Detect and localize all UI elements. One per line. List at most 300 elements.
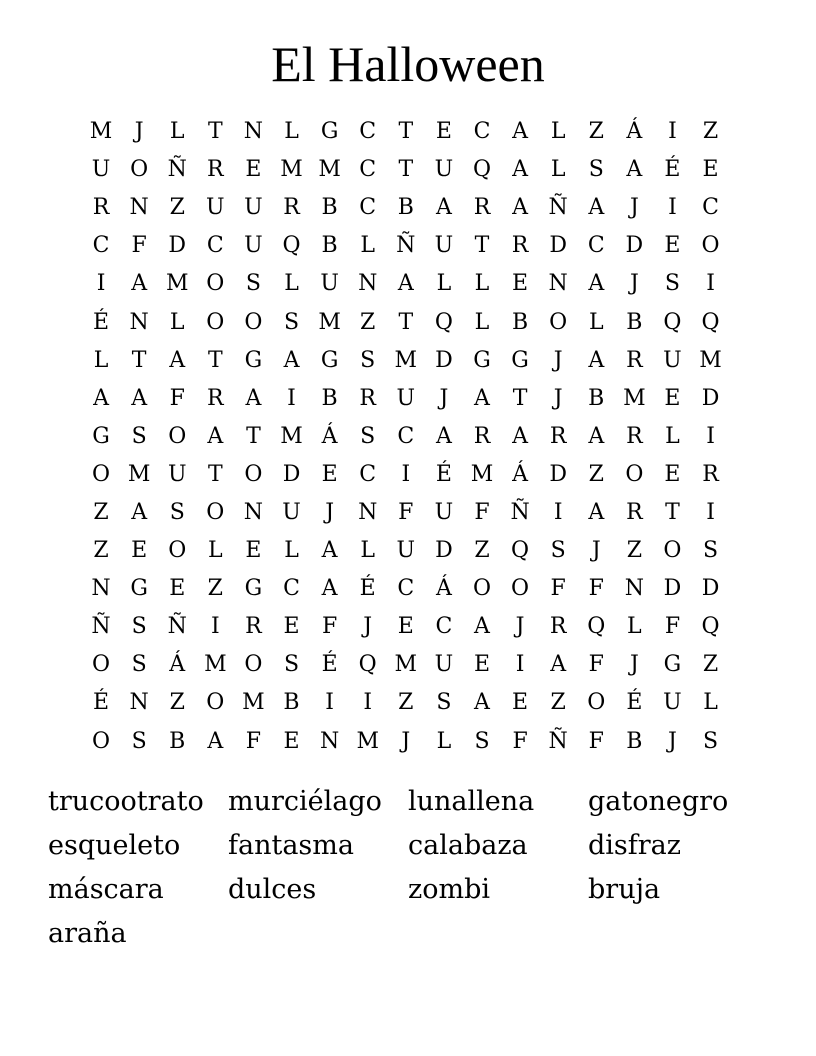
- grid-letter: R: [473, 423, 491, 449]
- grid-letter: L: [93, 347, 109, 373]
- grid-letter: U: [244, 233, 263, 259]
- grid-letter: S: [131, 423, 147, 449]
- grid-letter: T: [207, 347, 223, 373]
- word-list-item: esqueleto: [48, 830, 181, 861]
- grid-letter: J: [591, 538, 601, 564]
- grid-letter: A: [588, 347, 605, 373]
- grid-letter: J: [629, 195, 639, 221]
- grid-letter: Ñ: [396, 233, 416, 259]
- grid-letter: A: [550, 652, 567, 678]
- grid-letter: I: [210, 614, 220, 640]
- grid-letter: E: [664, 461, 681, 487]
- grid-letter: T: [207, 461, 223, 487]
- grid-letter: G: [511, 347, 529, 373]
- grid-letter: I: [515, 652, 525, 678]
- grid-letter: Z: [702, 652, 719, 678]
- grid-letter: E: [512, 690, 529, 716]
- word-list-item: gatonegro: [588, 786, 729, 817]
- grid-letter: Á: [169, 652, 186, 678]
- grid-letter: Q: [472, 157, 491, 183]
- grid-letter: É: [435, 461, 452, 487]
- grid-letter: S: [703, 538, 719, 564]
- grid-letter: B: [321, 385, 338, 411]
- grid-letter: U: [91, 157, 111, 183]
- grid-letter: C: [359, 119, 377, 145]
- grid-letter: R: [92, 195, 110, 221]
- grid-letter: A: [588, 499, 605, 525]
- grid-letter: M: [318, 157, 341, 183]
- grid-letter: I: [668, 195, 677, 221]
- word-list-item: lunallena: [408, 786, 535, 817]
- grid-letter: Z: [360, 309, 376, 335]
- grid-letter: O: [244, 309, 263, 335]
- grid-letter: O: [130, 157, 149, 183]
- grid-letter: O: [168, 423, 187, 449]
- grid-letter: L: [169, 309, 185, 335]
- grid-letter: A: [321, 576, 338, 602]
- grid-letter: C: [473, 119, 491, 145]
- grid-letter: F: [321, 614, 338, 640]
- grid-letter: A: [588, 271, 605, 297]
- grid-letter: J: [553, 347, 563, 373]
- grid-letter: S: [588, 157, 604, 183]
- grid-letter: E: [664, 385, 681, 411]
- grid-letter: É: [93, 690, 110, 716]
- grid-letter: L: [588, 309, 604, 335]
- grid-letter: R: [207, 385, 224, 411]
- grid-letter: U: [396, 538, 416, 564]
- grid-letter: R: [511, 233, 529, 259]
- grid-letter: F: [474, 499, 490, 525]
- grid-letter: A: [207, 728, 224, 754]
- grid-letter: L: [360, 538, 375, 564]
- grid-letter: C: [359, 157, 377, 183]
- grid-letter: O: [206, 499, 225, 525]
- grid-letter: O: [472, 576, 491, 602]
- grid-letter: O: [92, 652, 111, 678]
- grid-letter: Q: [587, 614, 606, 640]
- word-list: [48, 783, 768, 959]
- grid-letter: M: [280, 157, 303, 183]
- grid-letter: U: [320, 271, 339, 297]
- grid-letter: A: [512, 423, 529, 449]
- grid-letter: J: [439, 385, 449, 411]
- grid-letter: A: [245, 385, 262, 411]
- grid-letter: B: [626, 728, 643, 754]
- grid-letter: A: [474, 690, 490, 716]
- grid-letter: O: [206, 309, 225, 335]
- grid-letter: C: [206, 233, 224, 259]
- grid-letter: L: [284, 538, 299, 564]
- grid-letter: O: [244, 652, 263, 678]
- word-list-item: dulces: [228, 874, 317, 905]
- grid-letter: S: [436, 690, 452, 716]
- grid-letter: L: [474, 271, 490, 297]
- grid-letter: E: [435, 119, 452, 145]
- grid-letter: B: [321, 195, 338, 221]
- grid-letter: G: [92, 423, 110, 449]
- grid-letter: N: [129, 309, 149, 335]
- grid-letter: B: [626, 309, 643, 335]
- grid-letter: A: [474, 385, 490, 411]
- word-list-item: bruja: [588, 874, 661, 905]
- grid-letter: Z: [398, 690, 414, 716]
- grid-letter: B: [511, 309, 529, 335]
- grid-letter: Z: [169, 690, 185, 716]
- grid-letter: R: [549, 423, 567, 449]
- grid-letter: L: [627, 614, 642, 640]
- grid-letter: D: [549, 233, 567, 259]
- grid-letter: F: [169, 385, 185, 411]
- grid-letter: Z: [702, 119, 719, 145]
- grid-letter: Z: [588, 119, 604, 145]
- grid-letter: N: [91, 576, 111, 602]
- grid-letter: R: [283, 195, 300, 221]
- grid-letter: A: [131, 271, 148, 297]
- grid-letter: M: [204, 652, 227, 678]
- grid-letter: G: [244, 347, 263, 373]
- grid-letter: N: [358, 499, 378, 525]
- grid-letter: M: [356, 728, 379, 754]
- grid-letter: J: [363, 614, 373, 640]
- grid-letter: Á: [321, 423, 338, 449]
- grid-letter: I: [706, 423, 715, 449]
- grid-letter: S: [131, 614, 147, 640]
- grid-letter: Ñ: [510, 499, 530, 525]
- grid-letter: O: [549, 309, 568, 335]
- grid-letter: U: [434, 499, 454, 525]
- grid-letter: J: [629, 271, 639, 297]
- grid-letter: F: [588, 728, 604, 754]
- grid-letter: B: [588, 385, 605, 411]
- grid-letter: N: [129, 195, 149, 221]
- grid-letter: L: [360, 233, 375, 259]
- grid-letter: O: [92, 728, 111, 754]
- grid-letter: R: [245, 614, 262, 640]
- grid-letter: Q: [701, 614, 720, 640]
- grid-letter: D: [625, 233, 644, 259]
- grid-letter: A: [512, 157, 529, 183]
- grid-letter: S: [664, 271, 680, 297]
- grid-letter: E: [321, 461, 338, 487]
- grid-letter: L: [284, 271, 299, 297]
- grid-letter: É: [626, 690, 643, 716]
- grid-letter: U: [663, 347, 682, 373]
- grid-letter: M: [623, 385, 646, 411]
- grid-letter: F: [245, 728, 262, 754]
- grid-letter: I: [668, 119, 677, 145]
- grid-letter: S: [283, 309, 300, 335]
- grid-letter: T: [474, 233, 490, 259]
- grid-letter: A: [512, 195, 529, 221]
- grid-letter: I: [363, 690, 373, 716]
- grid-letter: G: [130, 576, 148, 602]
- grid-letter: O: [244, 461, 263, 487]
- grid-letter: D: [435, 347, 453, 373]
- word-list-item: zombi: [408, 874, 491, 905]
- grid-letter: C: [283, 576, 300, 602]
- grid-letter: N: [243, 119, 264, 145]
- grid-letter: F: [512, 728, 528, 754]
- grid-letter: E: [283, 728, 300, 754]
- grid-letter: M: [242, 690, 265, 716]
- grid-letter: A: [626, 157, 643, 183]
- grid-letter: E: [169, 576, 186, 602]
- grid-letter: B: [321, 233, 338, 259]
- grid-letter: U: [206, 195, 225, 221]
- grid-letter: O: [587, 690, 606, 716]
- grid-letter: S: [131, 652, 147, 678]
- grid-letter: A: [131, 385, 148, 411]
- grid-letter: Z: [474, 538, 490, 564]
- grid-letter: C: [397, 576, 415, 602]
- grid-letter: E: [473, 652, 491, 678]
- grid-letter: Ñ: [167, 157, 187, 183]
- grid-letter: S: [131, 728, 147, 754]
- grid-letter: B: [397, 195, 414, 221]
- grid-letter: A: [435, 195, 452, 221]
- grid-letter: L: [550, 119, 566, 145]
- grid-letter: M: [127, 461, 151, 487]
- grid-letter: F: [588, 576, 604, 602]
- grid-letter: D: [168, 233, 187, 259]
- grid-letter: T: [665, 499, 680, 525]
- grid-letter: T: [131, 347, 147, 373]
- grid-letter: D: [282, 461, 301, 487]
- grid-letter: U: [244, 195, 263, 221]
- grid-letter: B: [169, 728, 186, 754]
- grid-letter: M: [165, 271, 189, 297]
- word-list-item: murciélago: [228, 786, 382, 817]
- grid-letter: E: [131, 538, 148, 564]
- grid-letter: Á: [626, 119, 643, 145]
- grid-letter: A: [474, 614, 490, 640]
- grid-letter: A: [588, 195, 605, 221]
- grid-letter: O: [168, 538, 187, 564]
- grid-letter: D: [701, 576, 720, 602]
- grid-letter: U: [434, 157, 454, 183]
- grid-letter: D: [663, 576, 682, 602]
- grid-letter: I: [553, 499, 563, 525]
- grid-letter: E: [245, 538, 262, 564]
- grid-letter: É: [359, 576, 376, 602]
- grid-letter: N: [319, 728, 340, 754]
- grid-letter: U: [282, 499, 301, 525]
- grid-letter: Z: [93, 538, 109, 564]
- word-list-item: disfraz: [588, 830, 681, 861]
- grid-letter: S: [169, 499, 185, 525]
- grid-letter: F: [664, 614, 681, 640]
- grid-letter: N: [624, 576, 644, 602]
- grid-letter: U: [434, 233, 454, 259]
- grid-letter: Z: [207, 576, 223, 602]
- grid-letter: I: [706, 271, 715, 297]
- grid-letter: C: [397, 423, 415, 449]
- grid-letter: G: [244, 576, 263, 602]
- grid-letter: S: [550, 538, 566, 564]
- grid-letter: T: [207, 119, 223, 145]
- grid-letter: O: [92, 461, 111, 487]
- grid-letter: J: [515, 614, 525, 640]
- grid-letter: E: [512, 271, 529, 297]
- grid-letter: Ñ: [91, 614, 111, 640]
- grid-letter: J: [629, 652, 639, 678]
- grid-letter: M: [394, 652, 418, 678]
- grid-letter: M: [699, 347, 722, 373]
- grid-letter: U: [434, 652, 454, 678]
- grid-letter: R: [473, 195, 491, 221]
- grid-letter: R: [702, 461, 719, 487]
- grid-letter: Q: [282, 233, 301, 259]
- letter-grid: [82, 113, 730, 761]
- word-list-item: trucootrato: [48, 786, 204, 817]
- grid-letter: E: [245, 157, 262, 183]
- grid-letter: T: [398, 309, 414, 335]
- grid-letter: T: [398, 157, 414, 183]
- grid-letter: O: [511, 576, 530, 602]
- grid-letter: T: [246, 423, 261, 449]
- grid-letter: A: [588, 423, 605, 449]
- grid-letter: Ñ: [548, 195, 568, 221]
- grid-letter: G: [320, 347, 339, 373]
- grid-letter: Z: [588, 461, 604, 487]
- grid-letter: T: [512, 385, 528, 411]
- grid-letter: Q: [358, 652, 377, 678]
- grid-letter: O: [625, 461, 644, 487]
- grid-letter: G: [473, 347, 491, 373]
- grid-letter: A: [321, 538, 338, 564]
- grid-letter: I: [401, 461, 411, 487]
- grid-letter: L: [436, 271, 452, 297]
- grid-letter: C: [92, 233, 110, 259]
- grid-letter: A: [93, 385, 109, 411]
- grid-letter: A: [131, 499, 148, 525]
- grid-letter: A: [435, 423, 452, 449]
- page-title: El Halloween: [271, 36, 545, 92]
- grid-letter: F: [550, 576, 566, 602]
- grid-letter: Z: [550, 690, 566, 716]
- grid-letter: J: [325, 499, 335, 525]
- grid-letter: R: [626, 499, 643, 525]
- grid-letter: I: [706, 499, 715, 525]
- grid-letter: S: [245, 271, 261, 297]
- grid-letter: I: [287, 385, 296, 411]
- grid-letter: N: [129, 690, 149, 716]
- grid-letter: F: [131, 233, 147, 259]
- grid-letter: L: [665, 423, 680, 449]
- grid-letter: Q: [434, 309, 453, 335]
- grid-letter: L: [169, 119, 185, 145]
- grid-letter: Z: [169, 195, 185, 221]
- grid-letter: S: [474, 728, 490, 754]
- grid-letter: O: [206, 271, 225, 297]
- grid-letter: C: [435, 614, 453, 640]
- grid-letter: R: [626, 423, 643, 449]
- grid-letter: É: [664, 157, 681, 183]
- grid-letter: Z: [93, 499, 109, 525]
- grid-letter: É: [93, 309, 110, 335]
- grid-letter: G: [663, 652, 682, 678]
- grid-letter: A: [283, 347, 300, 373]
- grid-letter: S: [283, 652, 300, 678]
- grid-letter: Z: [626, 538, 642, 564]
- grid-letter: N: [243, 499, 264, 525]
- grid-letter: U: [396, 385, 416, 411]
- grid-letter: D: [549, 461, 567, 487]
- grid-letter: I: [96, 271, 106, 297]
- grid-letter: U: [663, 690, 682, 716]
- grid-letter: L: [550, 157, 566, 183]
- grid-letter: S: [360, 423, 376, 449]
- grid-letter: A: [397, 271, 414, 297]
- grid-letter: J: [401, 728, 411, 754]
- grid-letter: L: [436, 728, 452, 754]
- grid-letter: Q: [663, 309, 682, 335]
- grid-letter: U: [167, 461, 187, 487]
- grid-letter: J: [134, 119, 144, 145]
- grid-letter: E: [283, 614, 300, 640]
- grid-letter: Á: [435, 576, 452, 602]
- grid-letter: F: [398, 499, 414, 525]
- grid-letter: O: [701, 233, 720, 259]
- grid-letter: C: [702, 195, 719, 221]
- grid-letter: A: [207, 423, 224, 449]
- grid-letter: F: [588, 652, 604, 678]
- grid-letter: Q: [511, 538, 530, 564]
- word-list-item: araña: [48, 918, 127, 949]
- grid-letter: Q: [701, 309, 720, 335]
- grid-letter: L: [474, 309, 490, 335]
- grid-letter: M: [470, 461, 494, 487]
- grid-letter: M: [280, 423, 303, 449]
- word-list-item: máscara: [48, 874, 164, 905]
- word-list-item: calabaza: [408, 830, 528, 861]
- grid-letter: Ñ: [167, 614, 187, 640]
- grid-letter: C: [587, 233, 605, 259]
- grid-letter: E: [702, 157, 719, 183]
- grid-letter: S: [703, 728, 719, 754]
- grid-letter: L: [208, 538, 223, 564]
- grid-letter: R: [549, 614, 567, 640]
- grid-letter: Á: [512, 461, 529, 487]
- grid-letter: C: [359, 461, 377, 487]
- grid-letter: N: [358, 271, 378, 297]
- grid-letter: D: [435, 538, 453, 564]
- grid-letter: M: [89, 119, 113, 145]
- grid-letter: J: [668, 728, 677, 754]
- grid-letter: N: [548, 271, 568, 297]
- grid-letter: S: [360, 347, 376, 373]
- grid-letter: T: [398, 119, 414, 145]
- grid-letter: R: [207, 157, 224, 183]
- grid-letter: J: [553, 385, 563, 411]
- grid-letter: A: [169, 347, 186, 373]
- grid-letter: M: [318, 309, 341, 335]
- grid-letter: R: [626, 347, 643, 373]
- grid-letter: Ñ: [548, 728, 568, 754]
- grid-letter: R: [359, 385, 376, 411]
- grid-letter: É: [321, 652, 338, 678]
- grid-letter: C: [359, 195, 377, 221]
- grid-letter: L: [284, 119, 299, 145]
- word-list-item: fantasma: [228, 830, 354, 861]
- grid-letter: B: [283, 690, 300, 716]
- grid-letter: A: [512, 119, 529, 145]
- grid-letter: E: [397, 614, 414, 640]
- grid-letter: L: [703, 690, 718, 716]
- grid-letter: M: [394, 347, 418, 373]
- grid-letter: E: [664, 233, 681, 259]
